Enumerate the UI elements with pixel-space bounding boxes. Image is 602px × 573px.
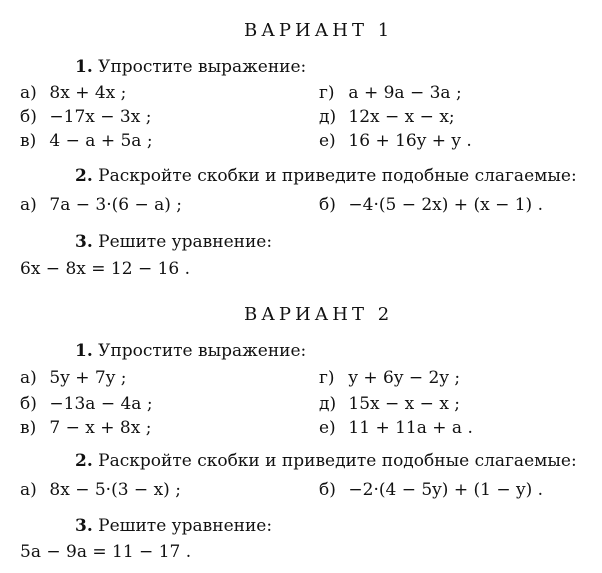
v2-task3-heading xyxy=(75,515,272,537)
item-label: д) xyxy=(319,394,337,414)
v1-task1-item-b xyxy=(20,106,151,128)
v1-task2-heading xyxy=(75,165,577,187)
v1-task2-item-a xyxy=(20,194,182,216)
item-label: в) xyxy=(20,418,37,438)
item-label: а) xyxy=(20,83,37,103)
item-label: г) xyxy=(319,368,335,388)
v1-task1-text: Упростите выражение: xyxy=(98,57,307,77)
item-expression: a + 9a − 3a ; xyxy=(348,83,462,103)
item-label: а) xyxy=(20,195,37,215)
v2-task2-item-a xyxy=(20,479,181,501)
item-expression: −4·(5 − 2x) + (x − 1) . xyxy=(348,195,543,215)
item-expression: y + 6y − 2y ; xyxy=(348,368,461,388)
item-expression: −13a − 4a ; xyxy=(49,394,153,414)
v1-task1-heading xyxy=(75,56,306,78)
v1-task1-item-e xyxy=(319,130,472,152)
item-expression: −17x − 3x ; xyxy=(49,107,152,127)
v2-task1-item-d xyxy=(319,393,460,415)
v2-task1-item-g xyxy=(319,367,460,389)
v1-task1-item-v xyxy=(20,130,153,152)
item-label: е) xyxy=(319,418,336,438)
item-label: е) xyxy=(319,131,336,151)
item-expression: −2·(4 − 5y) + (1 − y) . xyxy=(348,480,544,500)
v2-task1-text: Упростите выражение: xyxy=(98,341,307,361)
item-expression: 8x + 4x ; xyxy=(49,83,127,103)
item-expression: 7a − 3·(6 − a) ; xyxy=(49,195,183,215)
v2-task3-text: Решите уравнение: xyxy=(98,516,273,536)
v2-task2-text: Раскройте скобки и приведите подобные слагаемые: xyxy=(98,451,577,471)
v2-task1-number: 1. xyxy=(75,341,93,361)
v2-task1-item-b xyxy=(20,393,153,415)
v1-task3-heading xyxy=(75,231,272,253)
item-label: б) xyxy=(20,394,37,414)
v1-task3-number: 3. xyxy=(75,232,93,252)
v2-task2-item-b xyxy=(319,479,543,501)
v1-task1-number: 1. xyxy=(75,57,93,77)
item-expression: 5y + 7y ; xyxy=(49,368,127,388)
item-expression: 4 − a + 5a ; xyxy=(49,131,153,151)
item-expression: 12x − x − x; xyxy=(348,107,455,127)
v1-task1-item-a xyxy=(20,82,126,104)
item-label: а) xyxy=(20,368,37,388)
v1-task2-item-b xyxy=(319,194,543,216)
v1-task2-text: Раскройте скобки и приведите подобные слагаемые: xyxy=(98,166,577,186)
item-label: а) xyxy=(20,480,37,500)
v1-task1-item-d xyxy=(319,106,455,128)
v2-task1-heading xyxy=(75,340,306,362)
v1-task3-equation: 6x − 8x = 12 − 16 . xyxy=(20,259,191,279)
item-label: б) xyxy=(20,107,37,127)
item-label: б) xyxy=(319,480,336,500)
v2-task2-heading xyxy=(75,450,577,472)
item-label: б) xyxy=(319,195,336,215)
v2-task1-item-v xyxy=(20,417,151,439)
item-label: г) xyxy=(319,83,335,103)
v2-task3-equation: 5a − 9a = 11 − 17 . xyxy=(20,542,192,562)
v2-task3-number: 3. xyxy=(75,516,93,536)
v1-task1-item-g xyxy=(319,82,462,104)
v2-task2-number: 2. xyxy=(75,451,93,471)
v1-task2-number: 2. xyxy=(75,166,93,186)
v2-task1-item-e xyxy=(319,417,473,439)
variant-1-title: ВАРИАНТ 1 xyxy=(244,20,394,41)
v1-task3-text: Решите уравнение: xyxy=(98,232,273,252)
item-expression: 7 − x + 8x ; xyxy=(49,418,152,438)
item-label: в) xyxy=(20,131,37,151)
item-label: д) xyxy=(319,107,337,127)
item-expression: 8x − 5·(3 − x) ; xyxy=(49,480,181,500)
v2-task1-item-a xyxy=(20,367,126,389)
item-expression: 15x − x − x ; xyxy=(348,394,461,414)
variant-2-title: ВАРИАНТ 2 xyxy=(244,304,394,325)
item-expression: 16 + 16y + y . xyxy=(348,131,472,151)
item-expression: 11 + 11a + a . xyxy=(348,418,473,438)
